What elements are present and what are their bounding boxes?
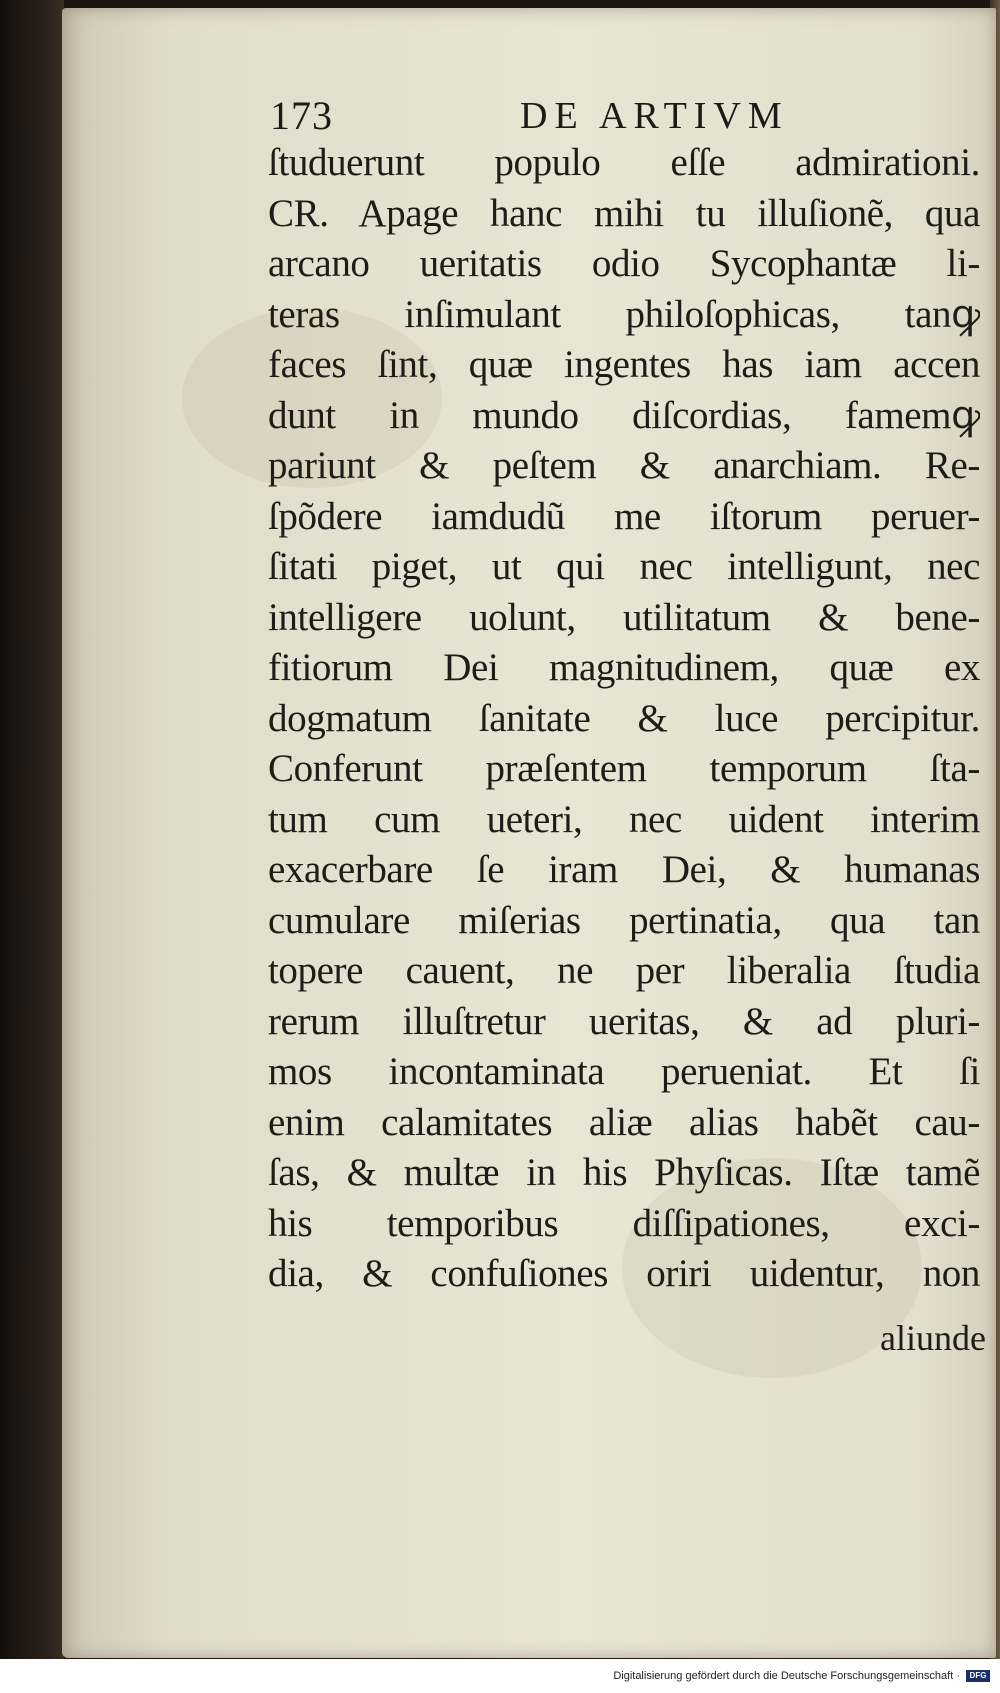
book-spine-shadow	[0, 0, 64, 1660]
text-line: ſpõdere iamdudũ me iſtorum peruer-	[268, 494, 980, 538]
text-line: arcano ueritatis odio Sycophantæ li-	[268, 242, 980, 285]
running-title: DE ARTIVM	[520, 95, 789, 137]
text-line: mos incontaminata perueniat. Et ſi	[268, 1050, 980, 1093]
text-line: teras inſimulant philoſophicas, tanꝙ	[268, 292, 980, 336]
text-line: intelligere uolunt, utilitatum & bene-	[268, 595, 980, 639]
catchword: aliunde	[880, 1318, 986, 1358]
text-line: rerum illuſtretur ueritas, & ad pluri-	[268, 999, 980, 1043]
text-line: enim calamitates aliæ alias habẽt cau-	[268, 1100, 980, 1144]
text-line: ſas, & multæ in his Phyſicas. Iſtæ tamẽ	[268, 1151, 980, 1194]
text-line: dia, & confuſiones oriri uidentur, non	[268, 1252, 980, 1295]
text-line: topere cauent, ne per liberalia ſtudia	[268, 949, 980, 992]
text-line: cumulare miſerias pertinatia, qua tan	[268, 898, 980, 942]
text-line: Conferunt præſentem temporum ſta-	[268, 747, 980, 790]
text-line: ſtuduerunt populo eſſe admirationi.	[268, 141, 980, 184]
text-line: ſitati piget, ut qui nec intelligunt, nec	[268, 545, 980, 588]
body-text	[268, 138, 980, 1300]
text-line: faces ſint, quæ ingentes has iam accen	[268, 343, 980, 386]
text-line: CR. Apage hanc mihi tu illuſionẽ, qua	[268, 191, 980, 235]
text-line: fitiorum Dei magnitudinem, quæ ex	[268, 646, 980, 689]
page-header	[270, 92, 810, 142]
text-line: dogmatum ſanitate & luce percipitur.	[268, 696, 980, 740]
text-line: pariunt & peſtem & anarchiam. Re-	[268, 444, 980, 487]
digitization-footer	[0, 1659, 1000, 1693]
footer-credit: Digitalisierung gefördert durch die Deutsche Forschungsgemeinschaft ·	[613, 1670, 960, 1682]
text-line: his temporibus diſſipationes, exci-	[268, 1201, 980, 1245]
text-line: exacerbare ſe iram Dei, & humanas	[268, 848, 980, 891]
text-line: tum cum ueteri, nec uident interim	[268, 797, 980, 841]
page-number: 173	[270, 93, 333, 138]
dfg-logo-icon: DFG	[966, 1670, 990, 1682]
text-line: dunt in mundo diſcordias, famemꝙ	[268, 393, 980, 437]
